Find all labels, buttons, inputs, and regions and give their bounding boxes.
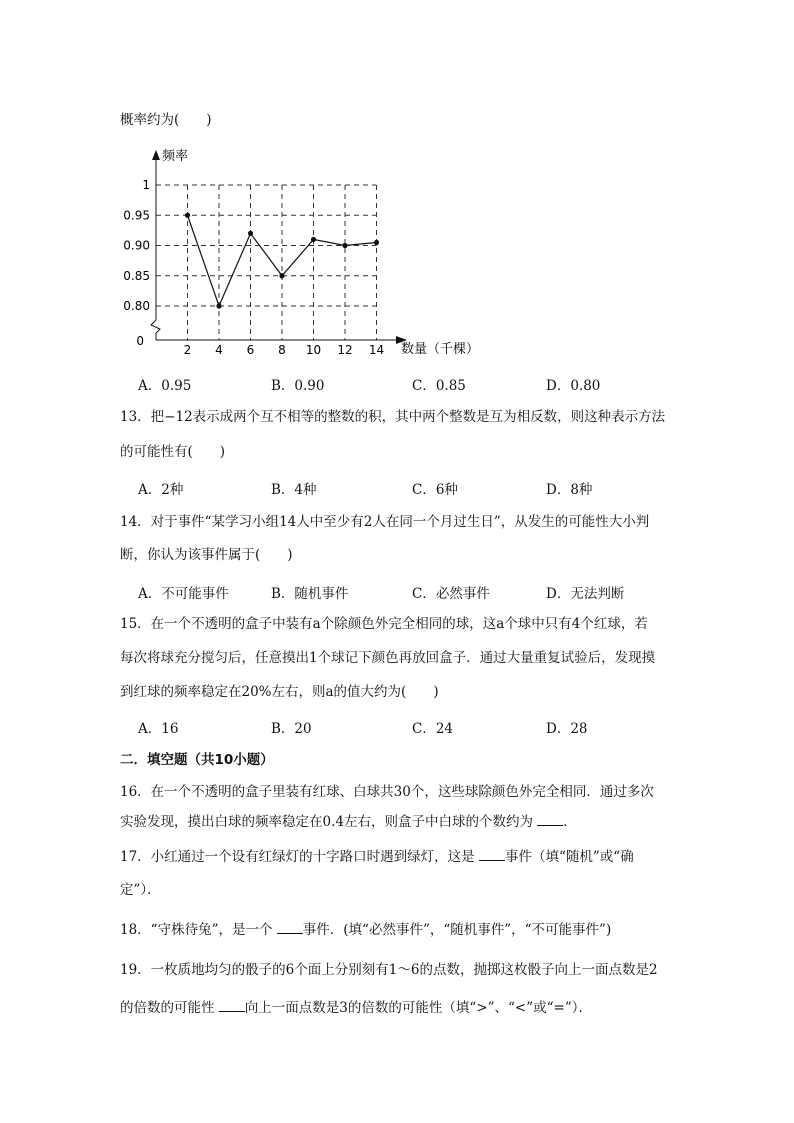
q14-line-2: 断，你认为该事件属于( ) (120, 547, 293, 563)
q12-option-a[interactable]: A．0.95 (138, 378, 192, 394)
q18-line (120, 918, 611, 938)
q15-line-3: 到红球的频率稳定在20%左右，则a的值大约为( ) (120, 684, 439, 700)
x-tick-label-4: 10 (305, 343, 322, 357)
q12-option-c[interactable]: C．0.85 (412, 378, 466, 394)
q15-option-c[interactable]: C．24 (412, 721, 454, 737)
q16-text-after-blank: ． (563, 814, 577, 830)
q12-stem-tail: 概率约为( ) (120, 112, 212, 128)
q12-option-b[interactable]: B．0.90 (271, 378, 325, 394)
y-axis-break (151, 320, 160, 333)
q13-option-c[interactable]: C．6种 (412, 482, 458, 498)
q17-text-before-blank: 17．小红通过一个设有红绿灯的十字路口时遇到绿灯，这是 (120, 849, 475, 865)
q13-line-2: 的可能性有( ) (120, 444, 226, 460)
q19-text-after-blank: 向上一面点数是3的倍数的可能性（填“>”、“<”或“=”）． (244, 1000, 592, 1016)
q13-options (138, 478, 698, 498)
q14-option-a[interactable]: A．不可能事件 (138, 586, 229, 602)
data-point-0 (185, 213, 190, 218)
q17-line-2: 定”）． (120, 882, 161, 898)
q13-option-b[interactable]: B．4种 (271, 482, 317, 498)
q14-option-d[interactable]: D．无法判断 (546, 586, 625, 602)
q19-answer-blank[interactable] (219, 999, 245, 1012)
q15-option-d[interactable]: D．28 (546, 721, 588, 737)
q15-line-1: 15．在一个不透明的盒子中装有a个除颜色外完全相同的球，这a个球中只有4个红球，若 (120, 616, 648, 632)
chart-labels (123, 148, 479, 357)
chart-axes (151, 150, 407, 344)
y-tick-label-0: 1 (142, 178, 150, 192)
q16-answer-blank[interactable] (537, 813, 563, 826)
q14-line-1: 14．对于事件“某学习小组14人中至少有2人在同一个月过生日”，从发生的可能性大小判 (120, 514, 650, 530)
y-tick-label-3: 0.85 (123, 268, 150, 283)
q15-option-a[interactable]: A．16 (138, 721, 179, 737)
q13-option-d[interactable]: D．8种 (546, 482, 593, 498)
q16-text-before-blank: 实验发现，摸出白球的频率稳定在0.4左右，则盒子中白球的个数约为 (120, 814, 533, 830)
q12-options (138, 374, 698, 394)
x-tick-label-5: 12 (337, 343, 353, 357)
x-tick-label-6: 14 (368, 343, 385, 357)
y-axis-arrow (152, 150, 160, 160)
data-point-6 (374, 240, 379, 245)
x-tick-label-1: 4 (215, 343, 223, 357)
q15-option-b[interactable]: B．20 (271, 721, 312, 737)
data-point-5 (342, 243, 347, 248)
q14-option-b[interactable]: B．随机事件 (271, 586, 349, 602)
y-axis-label: 频率 (162, 149, 189, 164)
x-tick-label-0: 2 (183, 343, 192, 357)
q19-text-before-blank: 的倍数的可能性 (120, 1000, 215, 1016)
data-point-1 (216, 303, 221, 308)
q16-line-1: 16．在一个不透明的盒子里装有红球、白球共30个，这些球除颜色外完全相同．通过多次 (120, 784, 654, 800)
x-tick-label-2: 6 (246, 343, 255, 357)
q18-text-before-blank: 18．“守株待兔”，是一个 (120, 922, 273, 938)
q14-options (138, 582, 698, 602)
y-tick-label-4: 0.80 (123, 299, 150, 313)
frequency-line-chart (118, 140, 498, 365)
q17-text-after-blank: 事件（填“随机”或“确 (504, 849, 634, 865)
y-tick-label-2: 0.90 (123, 238, 150, 253)
q15-options (138, 717, 698, 737)
q13-option-a[interactable]: A．2种 (138, 482, 184, 498)
q15-line-2: 每次将球充分搅匀后，任意摸出1个球记下颜色再放回盒子．通过大量重复试验后，发现摸 (120, 650, 656, 666)
y-tick-label-1: 0.95 (123, 208, 150, 223)
q18-text-after-blank: 事件．(填“必然事件”，“随机事件”，“不可能事件”) (302, 922, 612, 938)
q14-option-c[interactable]: C．必然事件 (412, 586, 490, 602)
q19-line-2 (120, 996, 592, 1016)
origin-label: 0 (136, 334, 144, 348)
chart-grid (156, 185, 377, 340)
data-point-3 (279, 273, 284, 278)
x-tick-label-3: 8 (278, 343, 286, 357)
data-point-4 (311, 237, 316, 242)
q17-answer-blank[interactable] (479, 848, 505, 861)
q13-line-1: 13．把−12表示成两个互不相等的整数的积，其中两个整数是互为相反数，则这种表示方法 (120, 409, 666, 425)
q12-option-d[interactable]: D．0.80 (546, 378, 601, 394)
q17-line-1 (120, 845, 634, 865)
q19-line-1: 19．一枚质地均匀的骰子的6个面上分别刻有1～6的点数，抛掷这枚骰子向上一面点数是2 (120, 962, 658, 978)
q16-line-2 (120, 810, 577, 830)
q18-answer-blank[interactable] (277, 921, 303, 934)
section-heading-fill-in: 二．填空题（共10小题） (120, 752, 274, 768)
data-point-2 (248, 231, 253, 236)
x-axis-label: 数量（千棵） (401, 342, 480, 357)
